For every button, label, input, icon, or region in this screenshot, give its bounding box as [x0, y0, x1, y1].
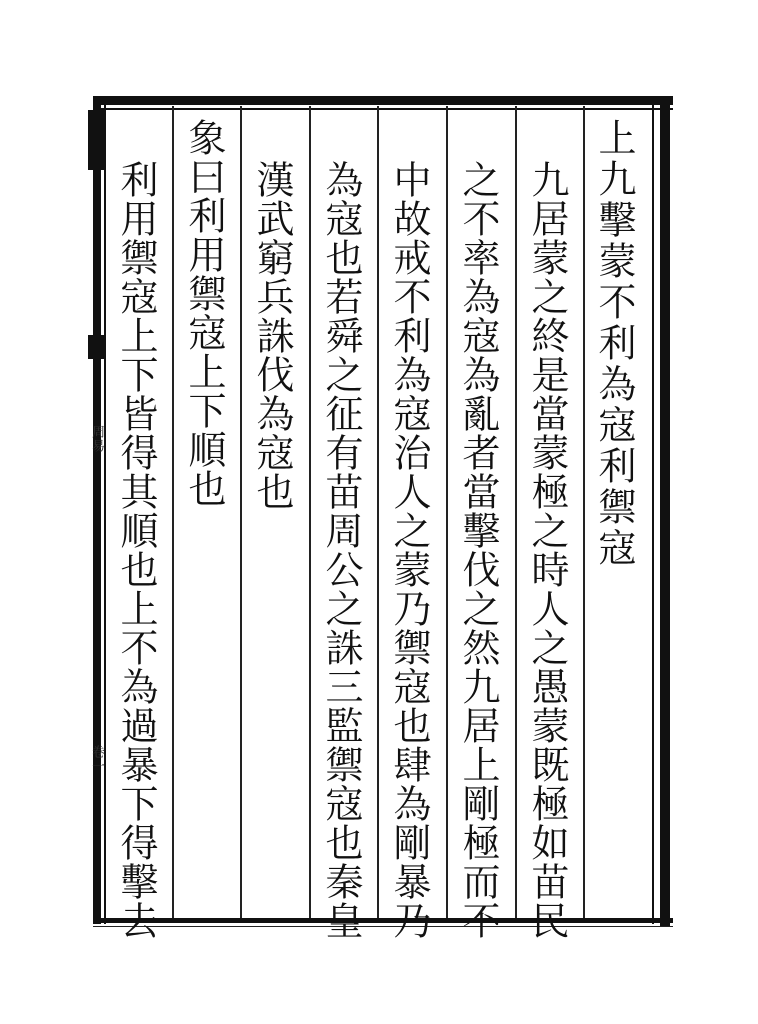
border-top — [93, 96, 673, 105]
border-top-inner — [93, 108, 673, 110]
spine-page-mark: 卷一 — [89, 745, 104, 773]
border-right — [660, 96, 670, 926]
column-divider — [309, 106, 311, 918]
border-bottom-inner — [93, 926, 673, 927]
border-bottom — [93, 918, 673, 923]
column-divider — [515, 106, 517, 918]
text-column-4: 中故戒不利為寇治人之蒙乃禦寇也肆為剛暴乃 — [387, 160, 431, 940]
text-column-2: 九居蒙之終是當蒙極之時人之愚蒙既極如苗民 — [525, 160, 569, 940]
text-column-8: 利用禦寇上下皆得其順也上不為過暴下得擊去 — [114, 160, 158, 940]
spine-fishtail-mid — [88, 335, 106, 359]
spine-book-title: 周易 — [89, 425, 104, 453]
text-column-7: 象曰利用禦寇上下順也 — [182, 118, 226, 508]
border-right-inner — [652, 104, 654, 924]
column-divider — [377, 106, 379, 918]
column-divider — [446, 106, 448, 918]
text-column-3: 之不率為寇為亂者當擊伐之然九居上剛極而不 — [456, 160, 500, 940]
text-column-6: 漢武窮兵誅伐為寇也 — [250, 160, 294, 511]
column-divider — [583, 106, 585, 918]
column-divider — [172, 106, 174, 918]
column-divider — [240, 106, 242, 918]
text-column-1: 上九擊蒙不利為寇利禦寇 — [592, 118, 636, 569]
spine-fishtail-top — [88, 110, 106, 170]
text-column-5: 為寇也若舜之征有苗周公之誅三監禦寇也秦皇 — [319, 160, 363, 940]
